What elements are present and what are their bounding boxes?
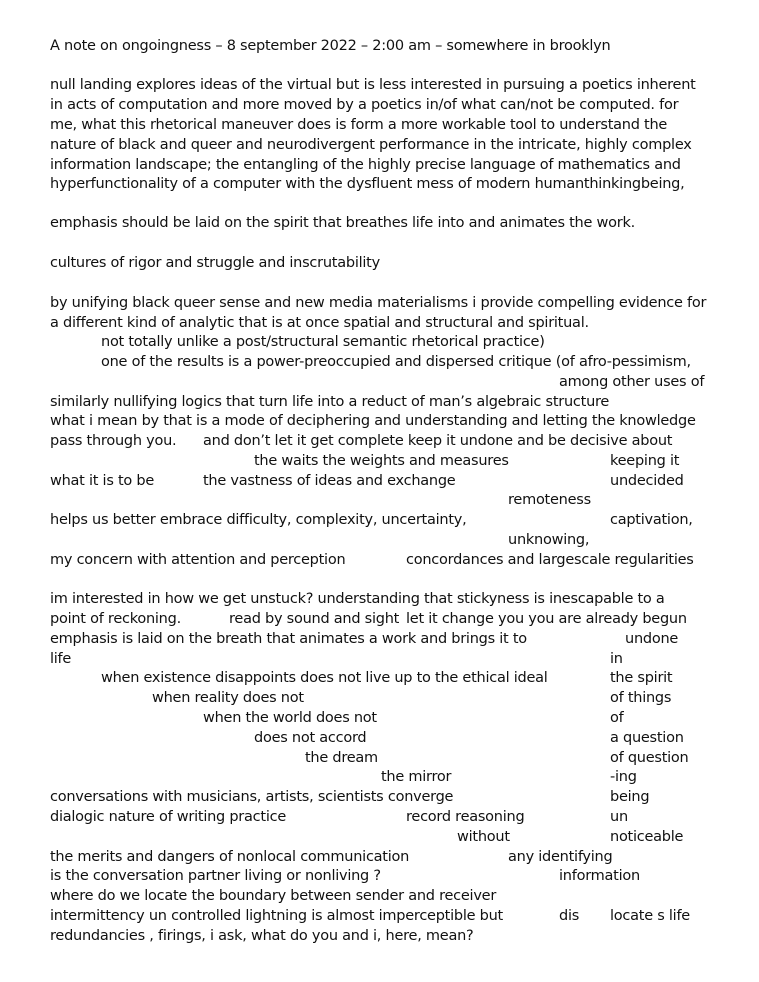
block4-line: emphasis is laid on the breath that animates a work and brings it to: [50, 631, 527, 647]
block4-line: information: [559, 868, 640, 884]
block4-line: a question: [610, 730, 684, 746]
block4-line: the mirror: [381, 769, 452, 785]
block4-line: -ing: [610, 769, 637, 785]
block4-line: let it change you you are already begun: [406, 611, 687, 627]
block4-line: when the world does not: [203, 710, 377, 726]
block3-line: the waits the weights and measures: [254, 453, 509, 469]
block4-line: point of reckoning.: [50, 611, 181, 627]
page-title: A note on ongoingness – 8 september 2022 – 2:00 am – somewhere in brooklyn: [50, 38, 611, 54]
block3-line: not totally unlike a post/structural semantic rhetorical practice): [101, 334, 545, 350]
block4-line: without: [457, 829, 510, 845]
block3-line: one of the results is a power-preoccupied and dispersed critique (of afro-pessimism,: [101, 354, 691, 370]
para1-line: hyperfunctionality of a computer with the dysfluent mess of modern humanthinkingbeing,: [50, 176, 685, 192]
block4-line: redundancies , firings, i ask, what do you and i, here, mean?: [50, 928, 474, 944]
block4-line: when existence disappoints does not live up to the ethical ideal: [101, 670, 548, 686]
block3-line: concordances and largescale regularities: [406, 552, 694, 568]
block4-line: does not accord: [254, 730, 367, 746]
block3-line: by unifying black queer sense and new media materialisms i provide compelling evidence for: [50, 295, 707, 311]
block3-line: what it is to be: [50, 473, 155, 489]
block4-line: of question: [610, 750, 689, 766]
para1-line: in acts of computation and more moved by a poetics in/of what can/not be computed. for: [50, 97, 679, 113]
block4-line: when reality does not: [152, 690, 304, 706]
block3-line: the vastness of ideas and exchange: [203, 473, 456, 489]
block4-line: conversations with musicians, artists, scientists converge: [50, 789, 454, 805]
block4-line: undone: [625, 631, 679, 647]
block4-line: locate s life: [610, 908, 690, 924]
block4-line: the merits and dangers of nonlocal communication: [50, 849, 410, 865]
block3-line: captivation,: [610, 512, 693, 528]
block3-line: among other uses of: [559, 374, 705, 390]
block4-line: dialogic nature of writing practice: [50, 809, 286, 825]
para1-line: nature of black and queer and neurodivergent performance in the intricate, highly complex: [50, 137, 692, 153]
block4-line: any identifying: [508, 849, 613, 865]
block3-line: pass through you.: [50, 433, 177, 449]
block4-line: in: [610, 651, 623, 667]
block3-line: similarly nullifying logics that turn life into a reduct of man’s algebraic structure: [50, 394, 610, 410]
block4-line: dis: [559, 908, 580, 924]
block4-line: being: [610, 789, 650, 805]
block3-line: helps us better embrace difficulty, complexity, uncertainty,: [50, 512, 467, 528]
block4-line: the dream: [305, 750, 378, 766]
block4-line: life: [50, 651, 72, 667]
block3-line: undecided: [610, 473, 684, 489]
block3-line: what i mean by that is a mode of deciphering and understanding and letting the knowledge: [50, 413, 696, 429]
block4-line: where do we locate the boundary between sender and receiver: [50, 888, 497, 904]
block4-line: im interested in how we get unstuck? understanding that stickyness is inescapable to a: [50, 591, 665, 607]
block4-line: read by sound and sight: [229, 611, 400, 627]
para1-line: me, what this rhetorical maneuver does is form a more workable tool to understand the: [50, 117, 668, 133]
block4-line: record reasoning: [406, 809, 525, 825]
block4-line: intermittency un controlled lightning is almost imperceptible but: [50, 908, 503, 924]
block4-line: is the conversation partner living or nonliving ?: [50, 868, 381, 884]
block3-line: my concern with attention and perception: [50, 552, 346, 568]
block4-line: noticeable: [610, 829, 684, 845]
cultures-line: cultures of rigor and struggle and inscrutability: [50, 255, 380, 271]
block3-line: keeping it: [610, 453, 680, 469]
block4-line: of things: [610, 690, 672, 706]
block3-line: a different kind of analytic that is at once spatial and structural and spiritual.: [50, 315, 589, 331]
emphasis-line: emphasis should be laid on the spirit that breathes life into and animates the work.: [50, 215, 635, 231]
block3-line: unknowing,: [508, 532, 590, 548]
block3-line: and don’t let it get complete keep it undone and be decisive about: [203, 433, 673, 449]
block4-line: un: [610, 809, 628, 825]
para1-line: null landing explores ideas of the virtual but is less interested in pursuing a poetics inherent: [50, 77, 696, 93]
block4-line: the spirit: [610, 670, 673, 686]
block3-line: remoteness: [508, 492, 591, 508]
para1-line: information landscape; the entangling of the highly precise language of mathematics and: [50, 157, 681, 173]
block4-line: of: [610, 710, 624, 726]
